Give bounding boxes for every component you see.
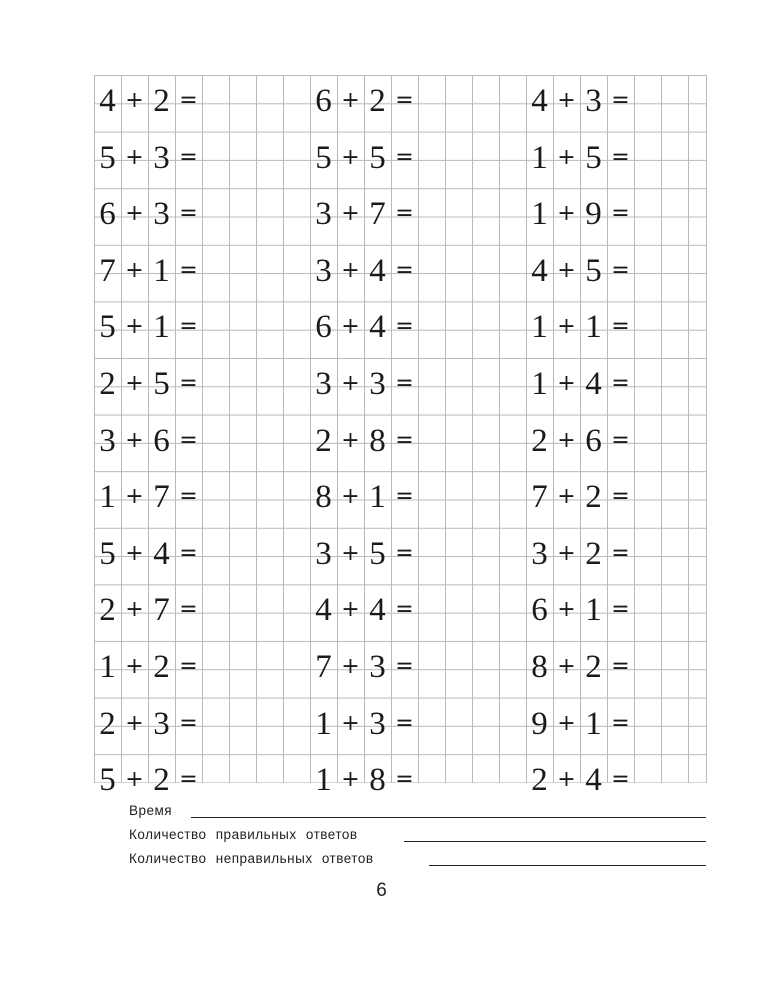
addend-b: 3 [369,366,386,402]
addend-b: 4 [153,535,170,572]
answer-cell[interactable] [418,528,499,585]
plus-sign: + [341,767,360,793]
addend-b: 2 [369,83,386,119]
equals-sign: = [395,427,414,453]
plus-sign: + [125,144,144,170]
addend-a: 3 [315,196,332,233]
plus-sign: + [125,314,144,340]
addend-a: 2 [531,762,548,799]
answer-cell[interactable] [418,698,499,755]
plus-sign: + [125,88,144,113]
answer-cell[interactable] [202,245,283,302]
answer-cell[interactable] [634,358,715,415]
equals-sign: = [179,144,198,170]
equals-sign: = [395,540,414,566]
addend-a: 1 [531,139,548,176]
addend-a: 8 [315,479,332,516]
equals-sign: = [395,484,414,510]
addend-a: 8 [531,649,548,685]
answer-cell[interactable] [634,188,715,245]
plus-sign: + [125,597,144,623]
plus-sign: + [341,257,360,283]
addend-a: 3 [531,535,548,572]
equals-sign: = [179,654,198,679]
addend-b: 1 [585,592,602,629]
addend-b: 1 [153,309,170,346]
time-label: Время [129,803,173,818]
addend-a: 1 [531,196,548,233]
addend-b: 1 [585,705,602,742]
addend-b: 2 [585,649,602,685]
equals-sign: = [395,597,414,623]
addend-b: 5 [369,535,386,572]
plus-sign: + [341,88,360,113]
answer-cell[interactable] [634,75,715,132]
plus-sign: + [341,427,360,453]
plus-sign: + [341,597,360,623]
addend-b: 5 [153,366,170,402]
equals-sign: = [611,767,630,793]
equals-sign: = [395,257,414,283]
addend-b: 6 [153,422,170,459]
addend-a: 3 [99,422,116,459]
equals-sign: = [179,767,198,793]
answer-cell[interactable] [418,754,499,811]
addend-b: 2 [153,83,170,119]
addend-a: 3 [315,252,332,289]
correct-label: Количество правильных ответов [129,827,358,842]
addend-a: 4 [99,83,116,119]
addend-b: 1 [153,252,170,289]
answer-cell[interactable] [202,75,283,132]
plus-sign: + [557,654,576,679]
answer-cell[interactable] [202,528,283,585]
addend-a: 4 [315,592,332,629]
plus-sign: + [341,314,360,340]
addend-a: 5 [99,535,116,572]
addend-b: 3 [153,705,170,742]
addend-b: 3 [369,705,386,742]
plus-sign: + [557,144,576,170]
addend-b: 2 [585,479,602,516]
answer-cell[interactable] [634,132,715,189]
equals-sign: = [611,597,630,623]
answer-cell[interactable] [202,132,283,189]
answer-cell[interactable] [418,584,499,641]
addend-a: 1 [99,479,116,516]
plus-sign: + [125,371,144,396]
equals-sign: = [611,314,630,340]
answer-cell[interactable] [634,754,715,811]
equals-sign: = [611,427,630,453]
addend-b: 5 [585,252,602,289]
plus-sign: + [557,540,576,566]
equals-sign: = [395,144,414,170]
plus-sign: + [557,484,576,510]
equals-sign: = [395,201,414,227]
incorrect-label: Количество неправильных ответов [129,851,374,866]
addend-a: 1 [315,762,332,799]
equals-sign: = [179,257,198,283]
addend-a: 3 [315,535,332,572]
plus-sign: + [557,710,576,736]
addend-a: 5 [99,309,116,346]
addend-a: 4 [531,83,548,119]
answer-cell[interactable] [418,245,499,302]
addend-a: 1 [531,366,548,402]
addend-a: 6 [99,196,116,233]
addend-b: 5 [585,139,602,176]
addend-b: 3 [153,196,170,233]
addend-b: 7 [153,479,170,516]
addend-a: 5 [99,762,116,799]
incorrect-answer-line[interactable] [429,865,706,866]
answer-cell[interactable] [634,415,715,472]
addend-b: 7 [369,196,386,233]
addend-a: 2 [315,422,332,459]
equals-sign: = [395,654,414,679]
equals-sign: = [179,597,198,623]
equals-sign: = [179,314,198,340]
addend-a: 6 [315,83,332,119]
addend-b: 5 [369,139,386,176]
plus-sign: + [557,201,576,227]
addend-b: 4 [585,762,602,799]
answer-cell[interactable] [202,641,283,698]
plus-sign: + [341,710,360,736]
equals-sign: = [611,654,630,679]
equals-sign: = [179,427,198,453]
plus-sign: + [125,654,144,679]
answer-cell[interactable] [634,698,715,755]
equals-sign: = [395,314,414,340]
addend-b: 3 [153,139,170,176]
answer-cell[interactable] [202,301,283,358]
addend-b: 4 [369,309,386,346]
addend-a: 3 [315,366,332,402]
addend-a: 5 [99,139,116,176]
plus-sign: + [341,144,360,170]
addend-b: 1 [585,309,602,346]
equals-sign: = [611,710,630,736]
addend-a: 2 [99,366,116,402]
equals-sign: = [179,540,198,566]
equals-sign: = [179,88,198,113]
correct-answer-line[interactable] [404,841,706,842]
equals-sign: = [395,371,414,396]
answer-cell[interactable] [202,188,283,245]
answer-cell[interactable] [634,471,715,528]
equals-sign: = [611,201,630,227]
addend-b: 8 [369,762,386,799]
addend-a: 1 [99,649,116,685]
plus-sign: + [557,767,576,793]
addend-a: 7 [99,252,116,289]
addend-a: 6 [531,592,548,629]
addend-b: 8 [369,422,386,459]
equals-sign: = [179,201,198,227]
plus-sign: + [341,201,360,227]
addend-b: 1 [369,479,386,516]
addend-a: 5 [315,139,332,176]
plus-sign: + [125,767,144,793]
addend-b: 7 [153,592,170,629]
equals-sign: = [611,88,630,113]
plus-sign: + [125,710,144,736]
plus-sign: + [125,484,144,510]
answer-cell[interactable] [418,188,499,245]
addend-b: 4 [585,366,602,402]
plus-sign: + [341,540,360,566]
answer-cell[interactable] [418,75,499,132]
plus-sign: + [557,371,576,396]
addend-a: 9 [531,705,548,742]
addend-b: 3 [585,83,602,119]
plus-sign: + [557,427,576,453]
answer-cell[interactable] [418,301,499,358]
addend-b: 4 [369,592,386,629]
answer-cell[interactable] [202,471,283,528]
addend-a: 2 [531,422,548,459]
plus-sign: + [557,257,576,283]
equals-sign: = [611,540,630,566]
answer-cell[interactable] [418,358,499,415]
addend-a: 1 [531,309,548,346]
answer-cell[interactable] [418,415,499,472]
addend-b: 2 [153,649,170,685]
plus-sign: + [125,257,144,283]
addend-b: 4 [369,252,386,289]
addend-a: 2 [99,592,116,629]
answer-cell[interactable] [418,471,499,528]
equals-sign: = [179,710,198,736]
addend-b: 9 [585,196,602,233]
equals-sign: = [395,710,414,736]
equals-sign: = [611,144,630,170]
grid-paper [94,75,707,799]
equals-sign: = [611,257,630,283]
answer-cell[interactable] [202,698,283,755]
plus-sign: + [125,427,144,453]
addend-a: 7 [531,479,548,516]
answer-cell[interactable] [418,641,499,698]
plus-sign: + [125,201,144,227]
addend-a: 2 [99,705,116,742]
equals-sign: = [179,484,198,510]
equals-sign: = [395,767,414,793]
answer-cell[interactable] [634,584,715,641]
addend-a: 6 [315,309,332,346]
plus-sign: + [125,540,144,566]
equals-sign: = [395,88,414,113]
answer-cell[interactable] [634,641,715,698]
plus-sign: + [341,654,360,679]
answer-cell[interactable] [202,754,283,811]
time-answer-line[interactable] [191,817,706,818]
addend-b: 2 [153,762,170,799]
answer-cell[interactable] [202,415,283,472]
addend-b: 2 [585,535,602,572]
equals-sign: = [611,484,630,510]
plus-sign: + [557,88,576,113]
plus-sign: + [557,314,576,340]
equals-sign: = [611,371,630,396]
addend-a: 1 [315,705,332,742]
answer-cell[interactable] [418,132,499,189]
addend-b: 3 [369,649,386,685]
answer-cell[interactable] [634,528,715,585]
addend-a: 7 [315,649,332,685]
plus-sign: + [341,371,360,396]
answer-cell[interactable] [202,584,283,641]
answer-cell[interactable] [634,301,715,358]
answer-cell[interactable] [202,358,283,415]
equals-sign: = [179,371,198,396]
answer-cell[interactable] [634,245,715,302]
addend-a: 4 [531,252,548,289]
page-number: 6 [376,880,387,901]
plus-sign: + [557,597,576,623]
addend-b: 6 [585,422,602,459]
plus-sign: + [341,484,360,510]
